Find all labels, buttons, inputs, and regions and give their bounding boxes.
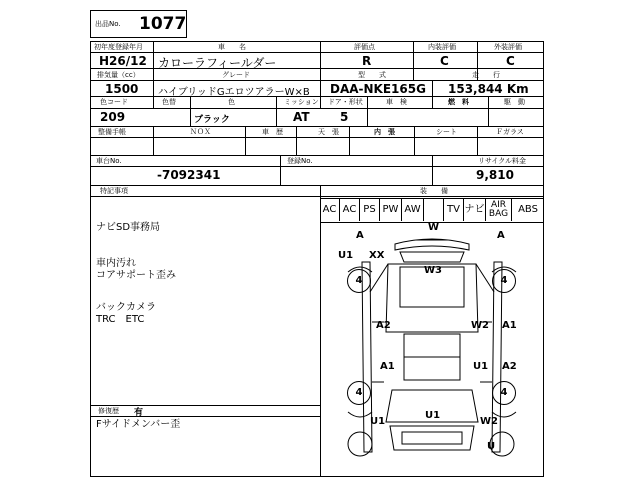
equip-blank xyxy=(424,199,444,221)
label-repair-history: 修復歴 xyxy=(98,407,119,415)
damage-w2-right: W2 xyxy=(471,320,489,331)
equip-ac: AC xyxy=(340,199,360,221)
label-transmission: ミッション xyxy=(284,98,319,106)
model-value: DAA-NKE165G xyxy=(330,82,426,96)
equip-navi: ナビ xyxy=(464,199,486,221)
label-glass: Ｆガラス xyxy=(496,128,524,136)
label-model: 型 式 xyxy=(358,71,386,79)
note-line-4: バックカメラ xyxy=(96,302,156,313)
car-diagram xyxy=(320,222,544,477)
damage-a2-right: A2 xyxy=(502,361,517,372)
lot-label: 出品No. xyxy=(95,20,121,28)
damage-u1-rear-left: U1 xyxy=(370,416,386,427)
damage-front-left: A xyxy=(356,230,364,241)
damage-u1-top-left: U1 xyxy=(338,250,354,261)
label-sunroof: 天 張 xyxy=(318,128,339,136)
color-value: ブラック xyxy=(194,115,230,125)
equipment-row xyxy=(320,198,544,223)
label-recycle: リサイクル料金 xyxy=(478,157,527,165)
damage-w3: W3 xyxy=(424,265,442,276)
tire-rear-right: 4 xyxy=(492,381,516,405)
label-fuel: 燃 料 xyxy=(448,98,469,106)
label-drive: 駆 動 xyxy=(504,98,525,106)
equip-airbag-label: AIR BAG xyxy=(488,200,509,219)
label-reg-no: 登録No. xyxy=(287,157,313,165)
damage-front-center: W xyxy=(428,222,440,233)
label-color-code: 色コード xyxy=(100,98,128,106)
score-value: R xyxy=(362,54,372,68)
label-nox: ＮＯＸ xyxy=(190,128,211,136)
equip-ac: AC xyxy=(320,199,340,221)
transmission-value: AT xyxy=(293,110,310,124)
label-grade: グレード xyxy=(222,71,250,79)
first-reg-value: H26/12 xyxy=(99,54,147,68)
label-capacity: 車 検 xyxy=(386,98,407,106)
label-maintenance: 整備手帳 xyxy=(98,128,126,136)
color-code-value: 209 xyxy=(100,110,126,124)
lot-number-box xyxy=(90,10,187,38)
label-car-name: 車 名 xyxy=(218,43,246,51)
damage-u1-right: U1 xyxy=(473,361,489,372)
doors-value: 5 xyxy=(340,110,349,124)
equip-aw: AW xyxy=(402,199,424,221)
damage-a1-right: A1 xyxy=(502,320,517,331)
label-first-reg: 初年度登録年月 xyxy=(94,43,143,51)
damage-xx: XX xyxy=(369,250,385,261)
label-doors: ドア・形状 xyxy=(328,98,363,106)
equip-tv: TV xyxy=(444,199,464,221)
label-equipment: 装 備 xyxy=(420,187,448,195)
label-history: 車 歴 xyxy=(262,128,283,136)
damage-u1-rear-center: U1 xyxy=(425,410,441,421)
label-color: 色 xyxy=(228,98,235,106)
note-line-2: 車内汚れ xyxy=(96,258,136,269)
tire-front-left: 4 xyxy=(347,269,371,293)
label-interior: 内 張 xyxy=(374,128,395,136)
label-int-score: 内装評価 xyxy=(428,43,456,51)
repair-note: Fサイドメンバー歪 xyxy=(96,419,181,430)
recycle-value: 9,810 xyxy=(476,168,514,182)
label-score: 評価点 xyxy=(354,43,375,51)
equip-ps: PS xyxy=(360,199,380,221)
label-chassis-no: 車台No. xyxy=(96,157,122,165)
mileage-value: 153,844 Km xyxy=(448,82,529,96)
label-seat: シート xyxy=(436,128,457,136)
equip-pw: PW xyxy=(380,199,402,221)
lot-number: 1077 xyxy=(139,14,187,34)
damage-a1-left: A1 xyxy=(380,361,395,372)
damage-a2-left: A2 xyxy=(376,320,391,331)
tire-rear-left: 4 xyxy=(347,381,371,405)
note-line-3: コアサポート歪み xyxy=(96,270,176,281)
damage-front-right: A xyxy=(497,230,505,241)
repair-history-value: 有 xyxy=(134,408,144,418)
damage-w2-rear-right: W2 xyxy=(480,416,498,427)
label-notes: 特記事項 xyxy=(100,187,128,195)
label-mileage: 走 行 xyxy=(472,71,500,79)
displacement-value: 1500 xyxy=(105,82,139,96)
label-displacement: 排気量（cc） xyxy=(97,71,140,79)
note-line-5: TRC ETC xyxy=(96,314,145,325)
grade-value: ハイブリッドGエロツアラーW×B xyxy=(158,87,310,98)
car-name-value: カローラフィールダー xyxy=(158,56,277,70)
label-color-type: 色替 xyxy=(162,98,176,106)
label-ext-score: 外装評価 xyxy=(494,43,522,51)
equip-airbag xyxy=(486,199,512,221)
chassis-no-value: -7092341 xyxy=(157,168,221,182)
ext-score-value: C xyxy=(506,54,515,68)
damage-u-bottom: U xyxy=(487,441,496,452)
note-line-1: ナビSD事務局 xyxy=(96,222,161,233)
tire-front-right: 4 xyxy=(492,269,516,293)
int-score-value: C xyxy=(440,54,449,68)
equip-abs: ABS xyxy=(518,204,538,215)
